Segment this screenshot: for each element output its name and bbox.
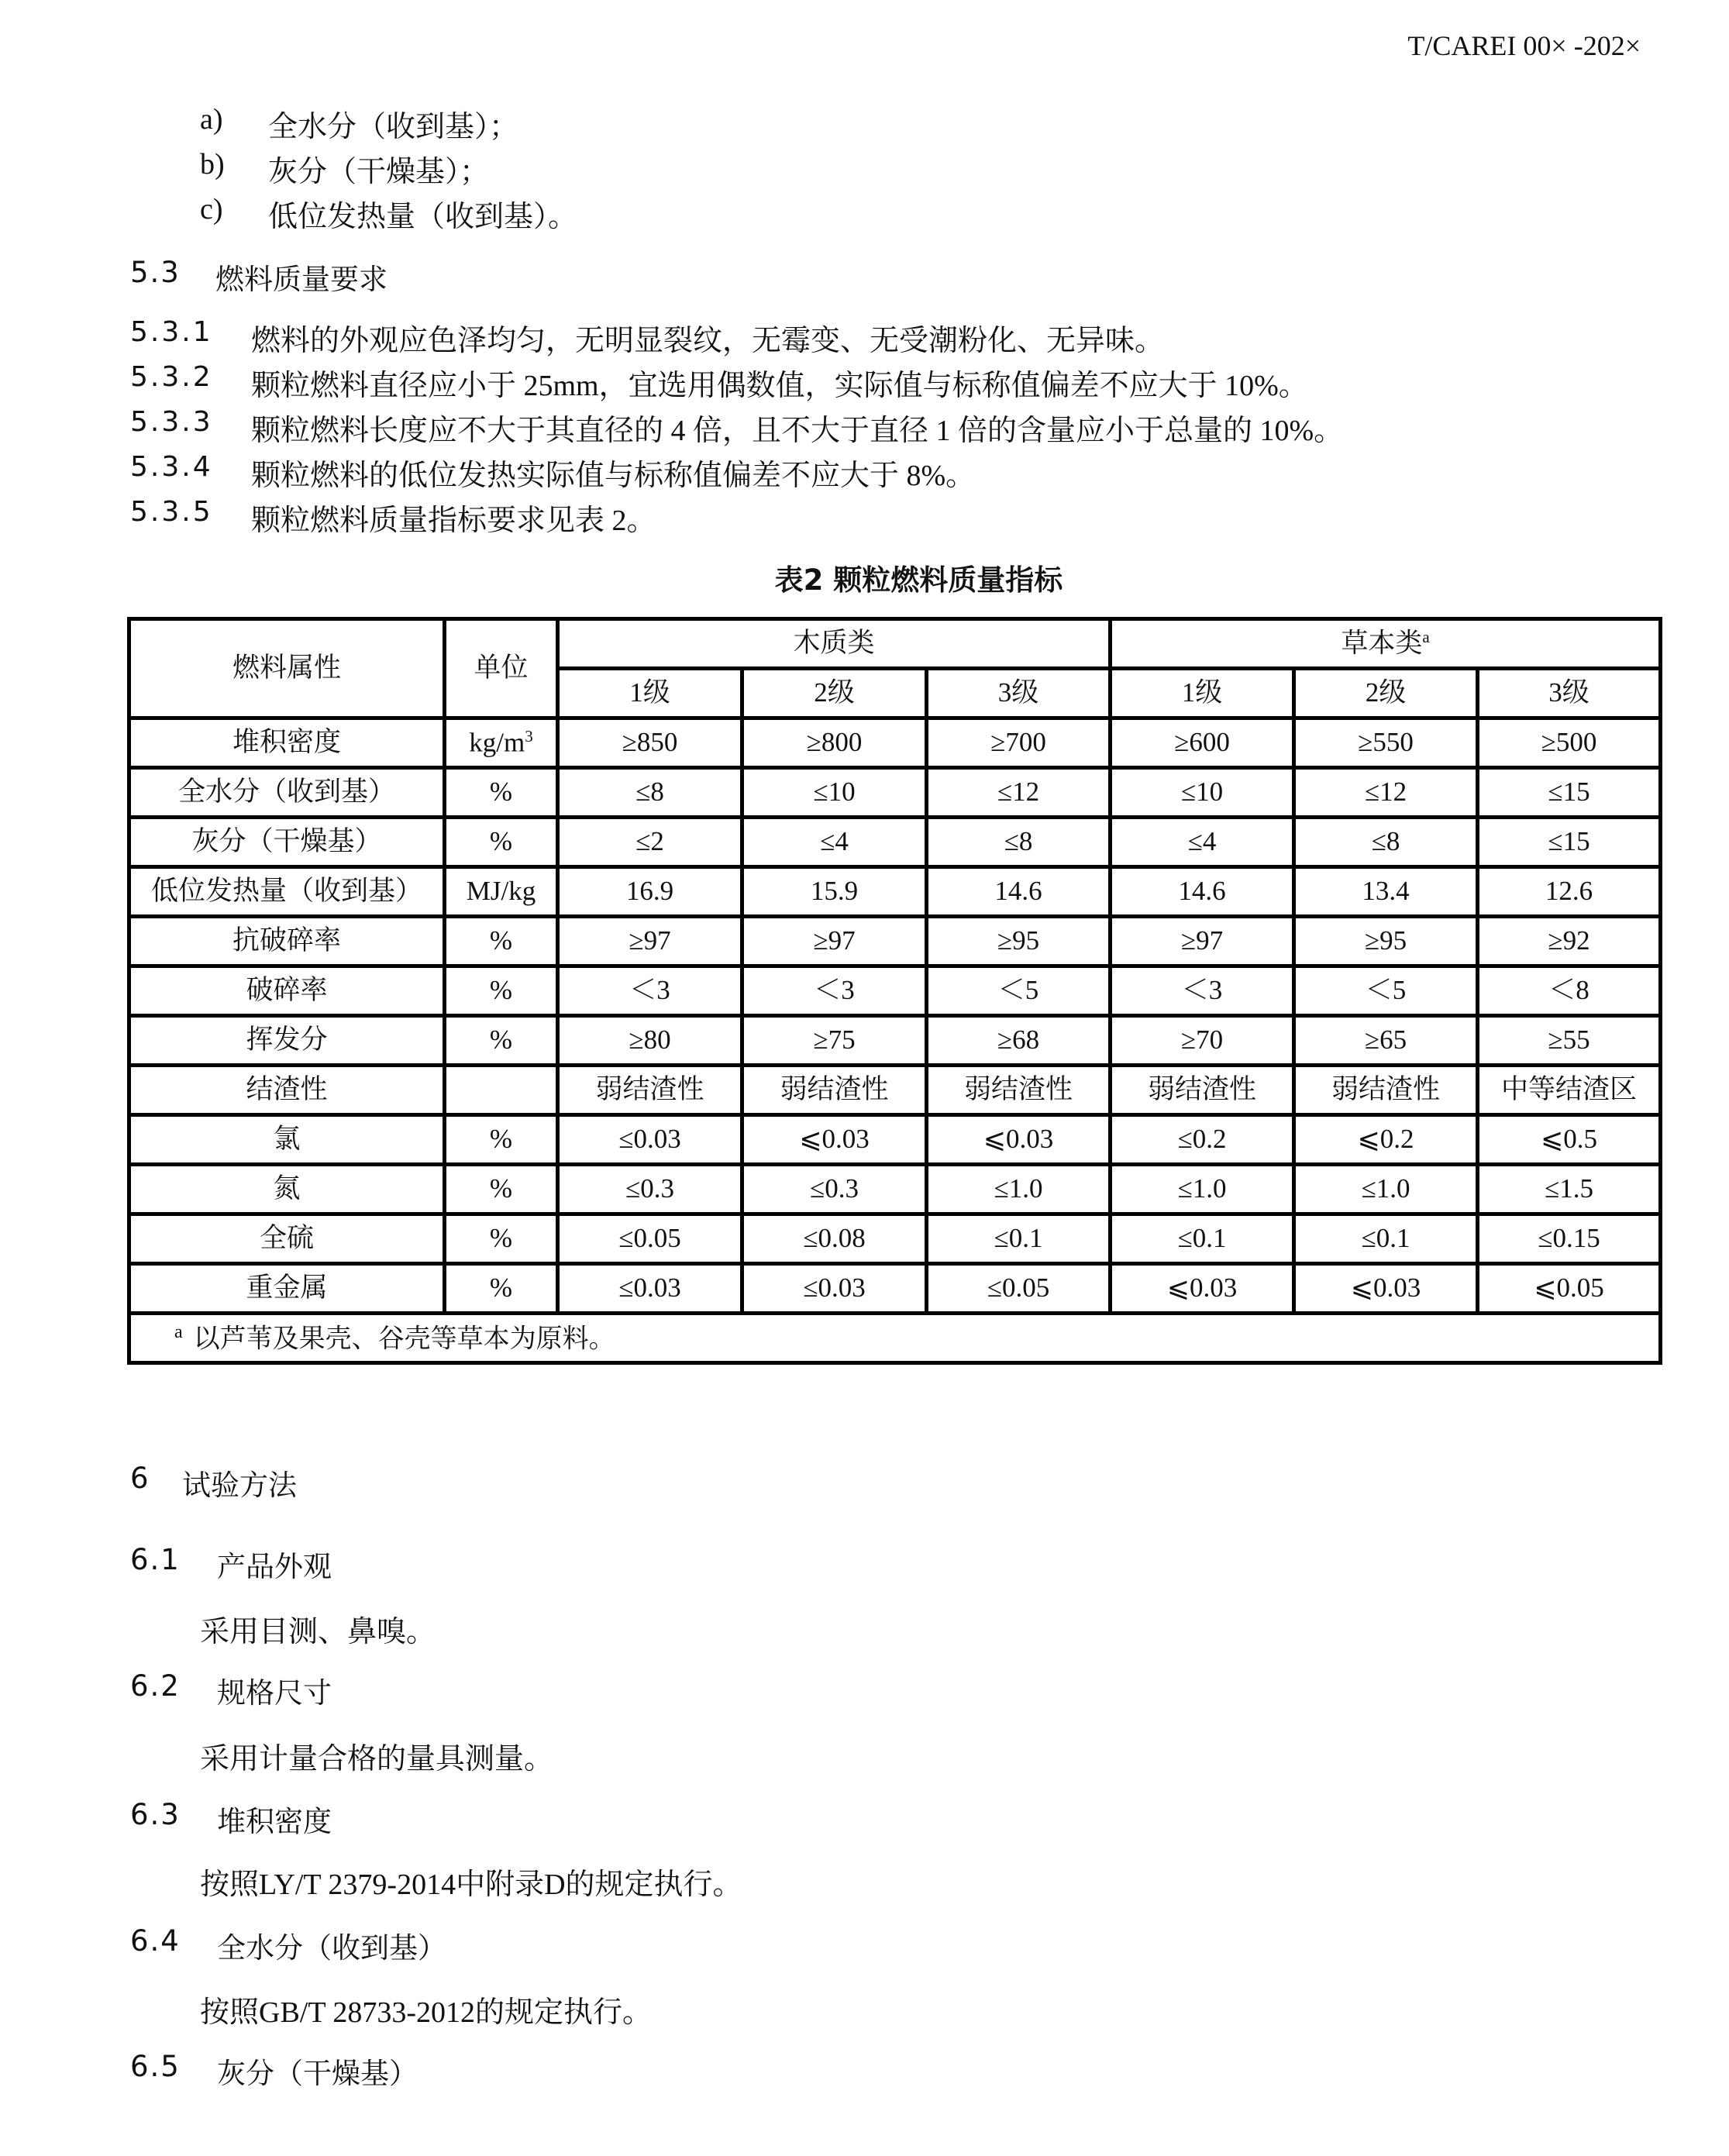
cell-value: ≤10 — [1111, 768, 1294, 818]
table-row — [129, 718, 1661, 768]
cell-value: 14.6 — [1111, 867, 1294, 917]
cell-property: 堆积密度 — [129, 718, 445, 768]
cell-value: ≥70 — [1111, 1016, 1294, 1066]
cell-property: 全水分（收到基） — [129, 768, 445, 818]
cell-property: 氯 — [129, 1115, 445, 1165]
cell-value: ≤4 — [1111, 818, 1294, 867]
list-text: 灰分（干燥基）； — [268, 156, 490, 188]
cell-unit — [445, 718, 558, 768]
cell-value: ≤0.03 — [558, 1115, 742, 1165]
cell-unit — [445, 1016, 558, 1066]
cell-value: 15.9 — [742, 867, 927, 917]
cell-value: ≥500 — [1478, 718, 1661, 768]
table-row — [129, 818, 1661, 867]
header-grade: 2级 — [1294, 669, 1478, 718]
cell-value: ≤12 — [1294, 768, 1478, 818]
table-row — [129, 1115, 1661, 1165]
cell-value: ≥65 — [1294, 1016, 1478, 1066]
unit-text: % — [489, 1025, 513, 1056]
unit-text: % — [489, 1124, 513, 1155]
cell-value: ≥68 — [927, 1016, 1111, 1066]
section-title: 燃料质量要求 — [215, 263, 387, 296]
cell-property: 重金属 — [129, 1264, 445, 1314]
section-number: 5.3 — [130, 256, 181, 289]
table-row — [129, 917, 1661, 966]
cell-value: ≥80 — [558, 1016, 742, 1066]
cell-value: ≤1.0 — [1294, 1165, 1478, 1214]
cell-value: ⩽0.03 — [742, 1115, 927, 1165]
cell-value: ≥95 — [1294, 917, 1478, 966]
clause-text: 颗粒燃料的低位发热实际值与标称值偏差不应大于 8%。 — [251, 460, 976, 492]
cell-property: 挥发分 — [129, 1016, 445, 1066]
cell-value: ≥97 — [1111, 917, 1294, 966]
clause-number: 5.3.3 — [130, 406, 213, 438]
cell-value: ＜3 — [558, 966, 742, 1016]
cell-value: ≤12 — [927, 768, 1111, 818]
unit-text: MJ/kg — [466, 876, 536, 907]
cell-value: ⩽0.05 — [1478, 1264, 1661, 1314]
cell-value: ≥850 — [558, 718, 742, 768]
header-grade: 1级 — [1111, 669, 1294, 718]
cell-value: ≥550 — [1294, 718, 1478, 768]
list-marker: a) — [200, 103, 223, 136]
unit-text: % — [489, 975, 513, 1006]
footnote-mark: a — [174, 1322, 183, 1343]
section-title: 堆积密度 — [217, 1805, 332, 1838]
cell-property: 灰分（干燥基） — [129, 818, 445, 867]
table-title: 表2 颗粒燃料质量指标 — [774, 563, 1063, 597]
cell-property: 抗破碎率 — [129, 917, 445, 966]
cell-value: ≥95 — [927, 917, 1111, 966]
subsection-body: 采用目测、鼻嗅。 — [200, 1616, 436, 1648]
cell-value: ≤0.15 — [1478, 1214, 1661, 1264]
unit-text: % — [489, 1223, 513, 1254]
section-title: 试验方法 — [182, 1469, 297, 1502]
cell-value: ≤15 — [1478, 768, 1661, 818]
cell-value: ≥800 — [742, 718, 927, 768]
table-row — [129, 1016, 1661, 1066]
cell-value: 中等结渣区 — [1478, 1066, 1661, 1115]
cell-unit — [445, 867, 558, 917]
cell-value: 弱结渣性 — [558, 1066, 742, 1115]
cell-value: ≤10 — [742, 768, 927, 818]
cell-value: ＜3 — [742, 966, 927, 1016]
cell-value: ≤4 — [742, 818, 927, 867]
cell-unit — [445, 1165, 558, 1214]
header-group-herb-label: 草本类 — [1341, 628, 1423, 659]
cell-property: 氮 — [129, 1165, 445, 1214]
cell-value: 13.4 — [1294, 867, 1478, 917]
cell-value: ≤1.0 — [927, 1165, 1111, 1214]
section-title: 规格尺寸 — [217, 1676, 332, 1710]
cell-value: ≥97 — [558, 917, 742, 966]
cell-value: ≤0.3 — [742, 1165, 927, 1214]
cell-value: 12.6 — [1478, 867, 1661, 917]
cell-value: ≤8 — [1294, 818, 1478, 867]
cell-value: ≥92 — [1478, 917, 1661, 966]
cell-value: ≤0.1 — [927, 1214, 1111, 1264]
cell-value: ≤0.1 — [1111, 1214, 1294, 1264]
cell-value: ≥700 — [927, 718, 1111, 768]
list-text: 全水分（收到基）； — [268, 111, 519, 143]
subsection-body: 按照GB/T 28733-2012的规定执行。 — [200, 1996, 653, 2029]
cell-value: ⩽0.03 — [927, 1115, 1111, 1165]
cell-value: 16.9 — [558, 867, 742, 917]
cell-value: ⩽0.5 — [1478, 1115, 1661, 1165]
cell-value: ≤8 — [927, 818, 1111, 867]
table-row — [129, 966, 1661, 1016]
cell-value: 弱结渣性 — [1294, 1066, 1478, 1115]
table-footnote — [129, 1314, 1661, 1363]
unit-text: % — [489, 826, 513, 857]
clause-text: 颗粒燃料直径应小于 25mm，宜选用偶数值，实际值与标称值偏差不应大于 10%。 — [251, 370, 1308, 402]
list-text: 低位发热量（收到基）。 — [268, 201, 578, 233]
clause-text: 颗粒燃料长度应不大于其直径的 4 倍，且不大于直径 1 倍的含量应小于总量的 10%。 — [251, 415, 1344, 447]
header-group-herb — [1111, 619, 1661, 669]
cell-value: ≤0.03 — [558, 1264, 742, 1314]
cell-value: ≥75 — [742, 1016, 927, 1066]
table-row — [129, 1066, 1661, 1115]
header-grade: 3级 — [927, 669, 1111, 718]
section-title: 产品外观 — [217, 1550, 332, 1583]
cell-value: ⩽0.2 — [1294, 1115, 1478, 1165]
clause-text: 燃料的外观应色泽均匀，无明显裂纹，无霉变、无受潮粉化、无异味。 — [251, 325, 1165, 357]
cell-value: ≤15 — [1478, 818, 1661, 867]
clause-number: 5.3.1 — [130, 316, 213, 348]
section-title: 全水分（收到基） — [217, 1931, 446, 1965]
cell-value: ≤0.08 — [742, 1214, 927, 1264]
section-number: 6.3 — [130, 1798, 181, 1831]
clause-text: 颗粒燃料质量指标要求见表 2。 — [251, 505, 656, 537]
table-row — [129, 768, 1661, 818]
cell-property: 破碎率 — [129, 966, 445, 1016]
table-body — [129, 718, 1661, 1314]
cell-value: ≥55 — [1478, 1016, 1661, 1066]
cell-unit — [445, 818, 558, 867]
cell-value: 弱结渣性 — [742, 1066, 927, 1115]
cell-unit — [445, 1115, 558, 1165]
cell-value: ⩽0.03 — [1111, 1264, 1294, 1314]
section-title: 灰分（干燥基） — [217, 2057, 418, 2090]
cell-value: 弱结渣性 — [1111, 1066, 1294, 1115]
fuel-quality-table — [127, 617, 1662, 1365]
cell-unit — [445, 1066, 558, 1115]
unit-superscript: 3 — [525, 726, 533, 746]
unit-text: % — [489, 1273, 513, 1304]
cell-value: ＜5 — [1294, 966, 1478, 1016]
subsection-body: 采用计量合格的量具测量。 — [200, 1743, 554, 1775]
cell-value: ≤0.05 — [558, 1214, 742, 1264]
cell-unit — [445, 768, 558, 818]
footnote-text: 以芦苇及果壳、谷壳等草本为原料。 — [193, 1324, 615, 1354]
list-marker: b) — [200, 148, 225, 181]
footnote-ref: a — [1422, 627, 1430, 646]
cell-value: ＜3 — [1111, 966, 1294, 1016]
table-row — [129, 1165, 1661, 1214]
cell-value: ⩽0.03 — [1294, 1264, 1478, 1314]
unit-text: % — [489, 777, 513, 808]
cell-value: ≤1.0 — [1111, 1165, 1294, 1214]
cell-value: ≤1.5 — [1478, 1165, 1661, 1214]
table-row — [129, 1214, 1661, 1264]
clause-number: 5.3.4 — [130, 451, 213, 483]
header-property: 燃料属性 — [129, 619, 445, 718]
cell-value: ≤2 — [558, 818, 742, 867]
section-number: 6.1 — [130, 1543, 181, 1576]
cell-value: ≤8 — [558, 768, 742, 818]
unit-text: % — [489, 1173, 513, 1204]
cell-value: ≤0.2 — [1111, 1115, 1294, 1165]
clause-number: 5.3.2 — [130, 361, 213, 393]
header-grade: 1级 — [558, 669, 742, 718]
header-grade: 3级 — [1478, 669, 1661, 718]
cell-property: 全硫 — [129, 1214, 445, 1264]
cell-unit — [445, 1264, 558, 1314]
cell-value: ≥97 — [742, 917, 927, 966]
unit-text: kg/m — [469, 727, 525, 758]
table-row — [129, 1264, 1661, 1314]
list-marker: c) — [200, 193, 223, 226]
section-number: 6.2 — [130, 1669, 181, 1703]
cell-value: ＜5 — [927, 966, 1111, 1016]
cell-value: ≤0.03 — [742, 1264, 927, 1314]
cell-value: ≤0.1 — [1294, 1214, 1478, 1264]
unit-text: % — [489, 925, 513, 956]
header-unit: 单位 — [445, 619, 558, 718]
cell-value: 弱结渣性 — [927, 1066, 1111, 1115]
cell-value: ≤0.3 — [558, 1165, 742, 1214]
cell-value: ≥600 — [1111, 718, 1294, 768]
cell-property: 结渣性 — [129, 1066, 445, 1115]
cell-unit — [445, 966, 558, 1016]
table-row — [129, 867, 1661, 917]
subsection-body: 按照LY/T 2379-2014中附录D的规定执行。 — [200, 1868, 742, 1901]
cell-unit — [445, 917, 558, 966]
section-number: 6.5 — [130, 2050, 181, 2083]
document-code: T/CAREI 00× -202× — [1407, 30, 1641, 61]
section-number: 6 — [130, 1462, 150, 1495]
header-grade: 2级 — [742, 669, 927, 718]
cell-value: 14.6 — [927, 867, 1111, 917]
section-number: 6.4 — [130, 1924, 181, 1958]
header-group-wood: 木质类 — [558, 619, 1111, 669]
cell-value: ＜8 — [1478, 966, 1661, 1016]
cell-value: ≤0.05 — [927, 1264, 1111, 1314]
cell-unit — [445, 1214, 558, 1264]
clause-number: 5.3.5 — [130, 496, 213, 528]
cell-property: 低位发热量（收到基） — [129, 867, 445, 917]
